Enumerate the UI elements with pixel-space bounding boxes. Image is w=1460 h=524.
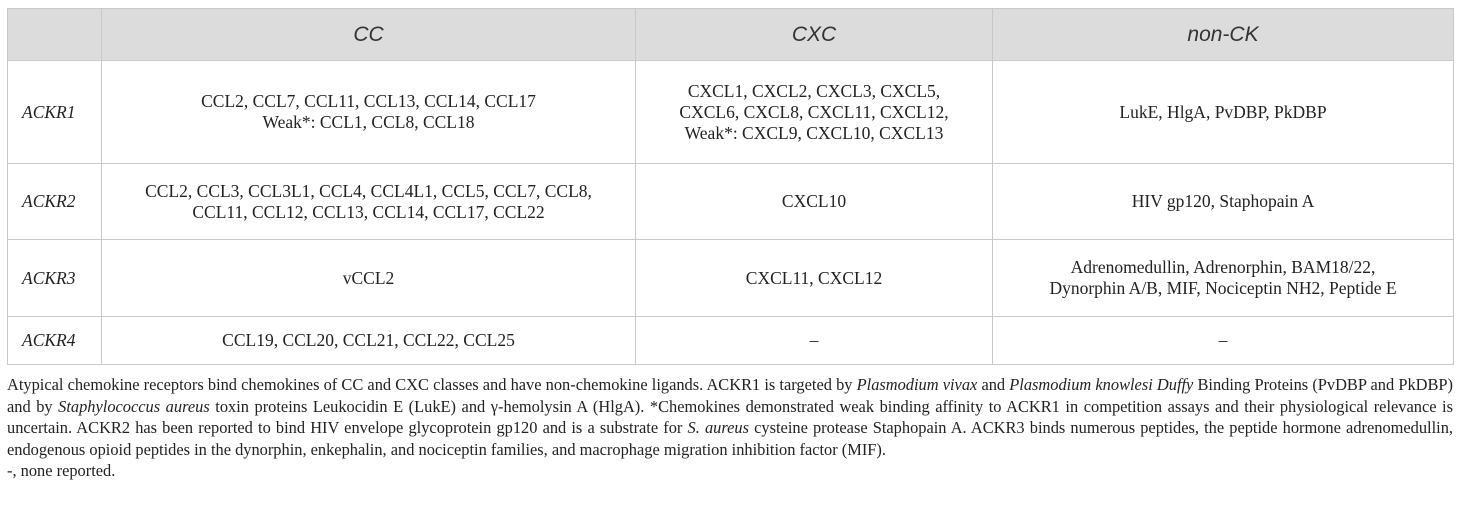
cxc-ligand-line: CXCL6, CXCL8, CXCL11, CXCL12, bbox=[679, 101, 949, 122]
cc-ligand-line: Weak*: CCL1, CCL8, CCL18 bbox=[262, 112, 475, 132]
cxc-ligand-line: CXCL10 bbox=[781, 191, 847, 211]
footnote-species: Staphylococcus aureus bbox=[58, 396, 210, 416]
cc-ligand-line: vCCL2 bbox=[342, 267, 395, 288]
table-row bbox=[8, 317, 1454, 365]
cxc-ligands-cell bbox=[636, 61, 993, 164]
footnote-text: and bbox=[977, 375, 1010, 394]
table-row bbox=[8, 240, 1454, 317]
non-ck-ligand-line: HIV gp120, Staphopain A bbox=[1131, 191, 1315, 211]
header-cell-receptor bbox=[8, 9, 102, 61]
non-ck-ligand-line: Dynorphin A/B, MIF, Nociceptin NH2, Peptide E bbox=[1049, 278, 1397, 298]
footnote-species: Plasmodium knowlesi Duffy bbox=[1009, 375, 1194, 394]
non-ck-ligand-line: – bbox=[1218, 330, 1228, 350]
table-row bbox=[8, 164, 1454, 240]
table-row bbox=[8, 61, 1454, 164]
header-row bbox=[8, 9, 1454, 61]
cxc-ligand-line: – bbox=[809, 330, 819, 350]
row-receptor-name: ACKR3 bbox=[8, 240, 102, 317]
footnote-text: toxin proteins Leukocidin E (LukE) and γ-hemolysin A (HlgA). *Chemokines demonstrated weak binding affinity to ACKR1 in competition assays and their physiological relevance is uncertain. ACKR2 has been reported to bind HIV envelope glycoprotein gp120 and is a substrate for bbox=[7, 396, 1453, 437]
non-ck-ligand-line: LukE, HlgA, PvDBP, PkDBP bbox=[1119, 101, 1327, 122]
cc-ligand-line: CCL2, CCL3, CCL3L1, CCL4, CCL4L1, CCL5, CCL7, CCL8, bbox=[145, 180, 592, 201]
footnote-species: S. aureus bbox=[687, 418, 749, 437]
none-reported-note: -, none reported. bbox=[7, 461, 116, 480]
cxc-ligand-line: Weak*: CXCL9, CXCL10, CXCL13 bbox=[684, 122, 944, 143]
cc-ligand-line: CCL11, CCL12, CCL13, CCL14, CCL17, CCL22 bbox=[192, 201, 545, 222]
cc-ligands-cell bbox=[102, 317, 636, 365]
footnote-text: cysteine protease Staphopain A. ACKR3 binds numerous peptides, the peptide hormone adrenomedullin, endogenous opioid peptides in the dynorphin, enkephalin, and nociceptin families, and macrophage migration inhibition factor (MIF). bbox=[7, 418, 1454, 459]
ligand-table bbox=[7, 8, 1454, 365]
non-ck-ligands-cell bbox=[993, 61, 1454, 164]
cc-ligands-cell bbox=[102, 61, 636, 164]
footnote-paragraph bbox=[7, 374, 1453, 460]
row-receptor-name: ACKR4 bbox=[8, 317, 102, 365]
header-cell-cxc: CXC bbox=[636, 9, 993, 61]
footnote-text: Atypical chemokine receptors bind chemokines of CC and CXC classes and have non-chemokine ligands. ACKR1 is targeted by bbox=[7, 375, 857, 394]
non-ck-ligands-cell bbox=[993, 240, 1454, 317]
header-cell-non-ck: non-CK bbox=[993, 9, 1454, 61]
cxc-ligands-cell bbox=[636, 164, 993, 240]
footnote-text: Binding Proteins (PvDBP and PkDBP) and by bbox=[7, 375, 1453, 416]
cxc-ligands-cell bbox=[636, 317, 993, 365]
non-ck-ligands-cell bbox=[993, 317, 1454, 365]
non-ck-ligand-line: Adrenomedullin, Adrenorphin, BAM18/22, bbox=[1070, 257, 1376, 277]
cxc-ligands-cell bbox=[636, 240, 993, 317]
header-cell-cc: CC bbox=[102, 9, 636, 61]
cxc-ligand-line: CXCL1, CXCL2, CXCL3, CXCL5, bbox=[687, 80, 941, 101]
cc-ligand-line: CCL19, CCL20, CCL21, CCL22, CCL25 bbox=[222, 330, 515, 350]
row-receptor-name: ACKR1 bbox=[8, 61, 102, 164]
cc-ligand-line: CCL2, CCL7, CCL11, CCL13, CCL14, CCL17 bbox=[201, 91, 536, 111]
non-ck-ligands-cell bbox=[993, 164, 1454, 240]
table-footnote bbox=[7, 374, 1453, 482]
footnote-species: Plasmodium vivax bbox=[856, 375, 978, 394]
ligand-table-container bbox=[7, 8, 1454, 365]
cc-ligands-cell bbox=[102, 164, 636, 240]
cxc-ligand-line: CXCL11, CXCL12 bbox=[745, 267, 883, 288]
row-receptor-name: ACKR2 bbox=[8, 164, 102, 240]
cc-ligands-cell bbox=[102, 240, 636, 317]
